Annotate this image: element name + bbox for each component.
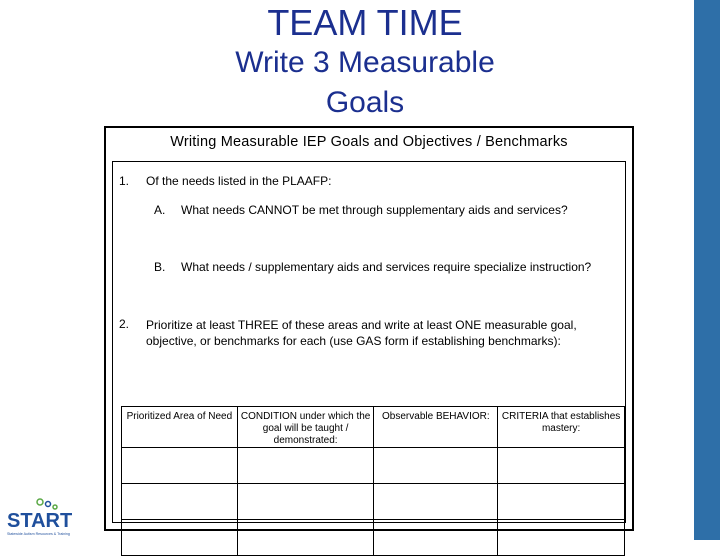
- subitem-a-text: What needs CANNOT be met through supplementary aids and services?: [181, 203, 568, 217]
- goals-table: [121, 406, 625, 556]
- table-cell[interactable]: [122, 484, 238, 520]
- logo-person-icon: [37, 499, 43, 505]
- table-cell[interactable]: [237, 448, 374, 484]
- worksheet-document: [104, 126, 634, 531]
- logo-person-icon: [53, 505, 57, 509]
- table-cell[interactable]: [374, 520, 498, 556]
- subitem-b-letter: B.: [154, 260, 166, 274]
- slide-subtitle-line1: Write 3 Measurable: [235, 46, 495, 79]
- header-condition: CONDITION under which the goal will be taught / demonstrated:: [237, 407, 374, 448]
- table-row: [122, 448, 625, 484]
- item2-text: Prioritize at least THREE of these areas and write at least ONE measurable goal, objective, or benchmarks for each (use GAS form if establishing benchmarks):: [146, 318, 577, 348]
- table-cell[interactable]: [122, 448, 238, 484]
- slide-subtitle-line2: Goals: [325, 86, 405, 119]
- worksheet-body: [112, 161, 626, 523]
- table-cell[interactable]: [237, 520, 374, 556]
- subitem-a-letter: A.: [154, 203, 166, 217]
- table-cell[interactable]: [498, 520, 625, 556]
- start-logo: [4, 495, 74, 537]
- item1-text: Of the needs listed in the PLAAFP:: [146, 174, 332, 188]
- item1-number: 1.: [119, 174, 130, 188]
- table-header-row: [122, 407, 625, 448]
- table-row: [122, 484, 625, 520]
- table-cell[interactable]: [374, 484, 498, 520]
- header-behavior: Observable BEHAVIOR:: [374, 407, 498, 448]
- logo-person-icon: [46, 502, 51, 507]
- table-cell[interactable]: [122, 520, 238, 556]
- slide-title: TEAM TIME: [267, 2, 463, 43]
- worksheet-heading: Writing Measurable IEP Goals and Objectives / Benchmarks: [170, 134, 568, 150]
- logo-text: START: [7, 510, 73, 532]
- table-cell[interactable]: [498, 448, 625, 484]
- table-cell[interactable]: [237, 484, 374, 520]
- logo-tagline: Statewide Autism Resources & Training: [7, 532, 70, 536]
- table-row: [122, 520, 625, 556]
- table-cell[interactable]: [374, 448, 498, 484]
- item2-number: 2.: [119, 317, 130, 331]
- header-area-of-need: Prioritized Area of Need: [122, 407, 238, 448]
- header-criteria: CRITERIA that establishes mastery:: [498, 407, 625, 448]
- table-cell[interactable]: [498, 484, 625, 520]
- subitem-b-text: What needs / supplementary aids and services require specialize instruction?: [181, 260, 592, 274]
- accent-bar: [694, 0, 720, 540]
